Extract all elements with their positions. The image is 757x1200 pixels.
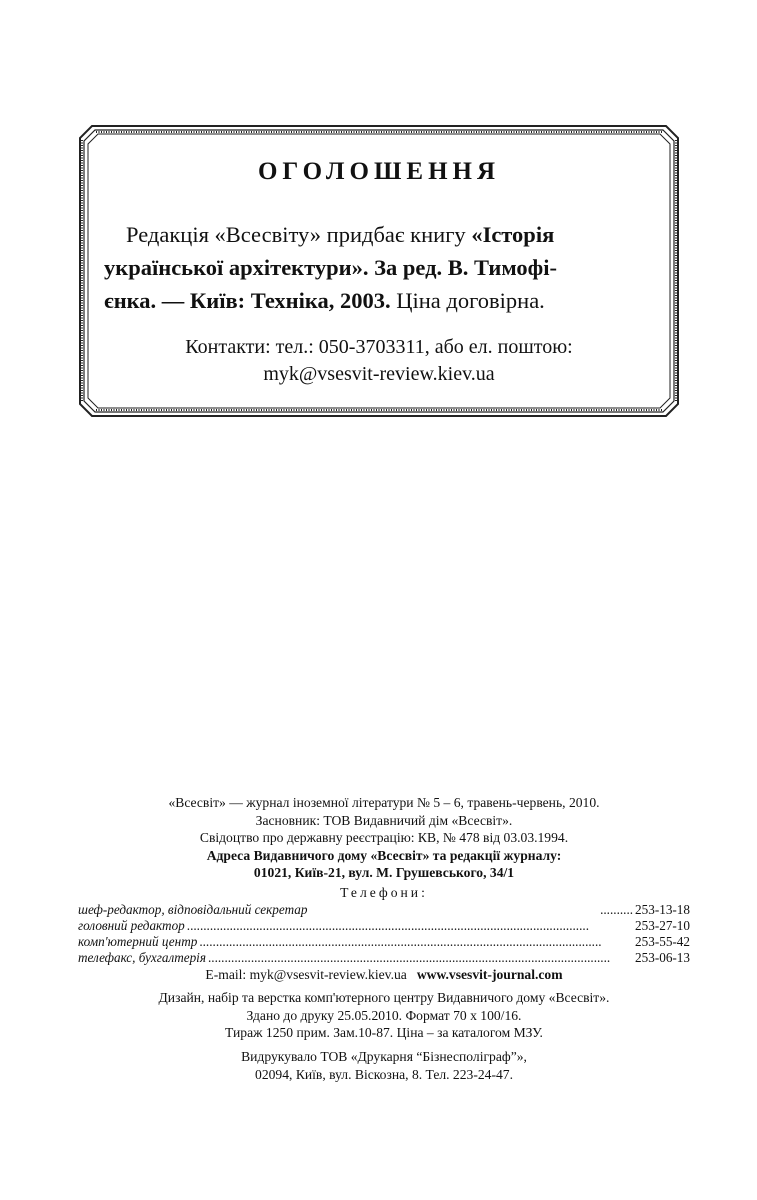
phone-row (78, 918, 690, 934)
design-credit: Дизайн, набір та верстка комп'ютерного центру Видавничого дому «Всесвіт». (158, 990, 610, 1006)
body-text-plain: Редакція «Всесвіту» придбає книгу (126, 222, 472, 247)
printer-address: 02094, Київ, вул. Віскозна, 8. Тел. 223-24-47. (255, 1066, 513, 1082)
price-note: Ціна договірна. (390, 288, 545, 313)
phone-number[interactable]: 253-06-13 (635, 949, 690, 965)
circulation-info: Тираж 1250 прим. Зам.10-87. Ціна – за каталогом МЗУ. (225, 1025, 543, 1041)
phone-dots: .......................................................................................................................... (207, 949, 611, 965)
founder-info: Засновник: ТОВ Видавничий дім «Всесвіт». (255, 812, 513, 828)
phone-row (78, 934, 690, 950)
contacts-email[interactable]: myk@vsesvit-review.kiev.ua (263, 363, 495, 385)
phone-dots: .......... (600, 901, 634, 917)
address: 01021, Київ-21, вул. М. Грушевського, 34/1 (253, 865, 515, 881)
phone-row (78, 902, 690, 918)
registration-info: Свідоцтво про державну реєстрацію: КВ, № 478 від 03.03.1994. (199, 830, 569, 846)
book-title-middle: української архітектури». За ред. В. Тимофі- (104, 255, 557, 280)
book-title-start: «Історія (471, 222, 555, 247)
email-address[interactable]: E-mail: myk@vsesvit-review.kiev.ua (205, 966, 407, 982)
website-link[interactable]: www.vsesvit-journal.com (416, 966, 563, 982)
phone-number[interactable]: 253-27-10 (635, 917, 690, 933)
phones-heading: Телефони: (340, 884, 428, 900)
phone-row (78, 950, 690, 966)
contacts-phone-line: Контакти: тел.: 050-3703311, або ел. поштою: (185, 336, 573, 358)
book-title-end: єнка. — Київ: Техніка, 2003. (104, 288, 391, 313)
address-heading: Адреса Видавничого дому «Всесвіт» та редакції журналу: (206, 847, 562, 863)
imprint-block (78, 794, 690, 1083)
printer-name: Видрукувало ТОВ «Друкарня “Бізнесполіграф”», (241, 1048, 527, 1064)
phone-role: головний редактор (78, 917, 185, 933)
phone-number[interactable]: 253-55-42 (635, 933, 690, 949)
phone-dots: .......................................................................................................................... (199, 933, 602, 949)
announcement-title: ОГОЛОШЕННЯ (257, 158, 501, 185)
print-date-format: Здано до друку 25.05.2010. Формат 70 x 100/16. (246, 1007, 522, 1023)
contact-line (78, 966, 690, 984)
announcement-box (82, 128, 676, 412)
announcement-body (104, 218, 656, 317)
announcement-contacts (82, 334, 676, 388)
journal-info: «Всесвіт» — журнал іноземної літератури № 5 – 6, травень-червень, 2010. (168, 795, 600, 810)
phone-role: комп'ютерний центр (78, 933, 198, 949)
phone-role: шеф-редактор, відповідальний секретар (78, 901, 308, 917)
phone-dots: .......................................................................................................................... (186, 917, 589, 933)
phone-number[interactable]: 253-13-18 (635, 901, 690, 917)
phone-role: телефакс, бухгалтерія (78, 949, 206, 965)
